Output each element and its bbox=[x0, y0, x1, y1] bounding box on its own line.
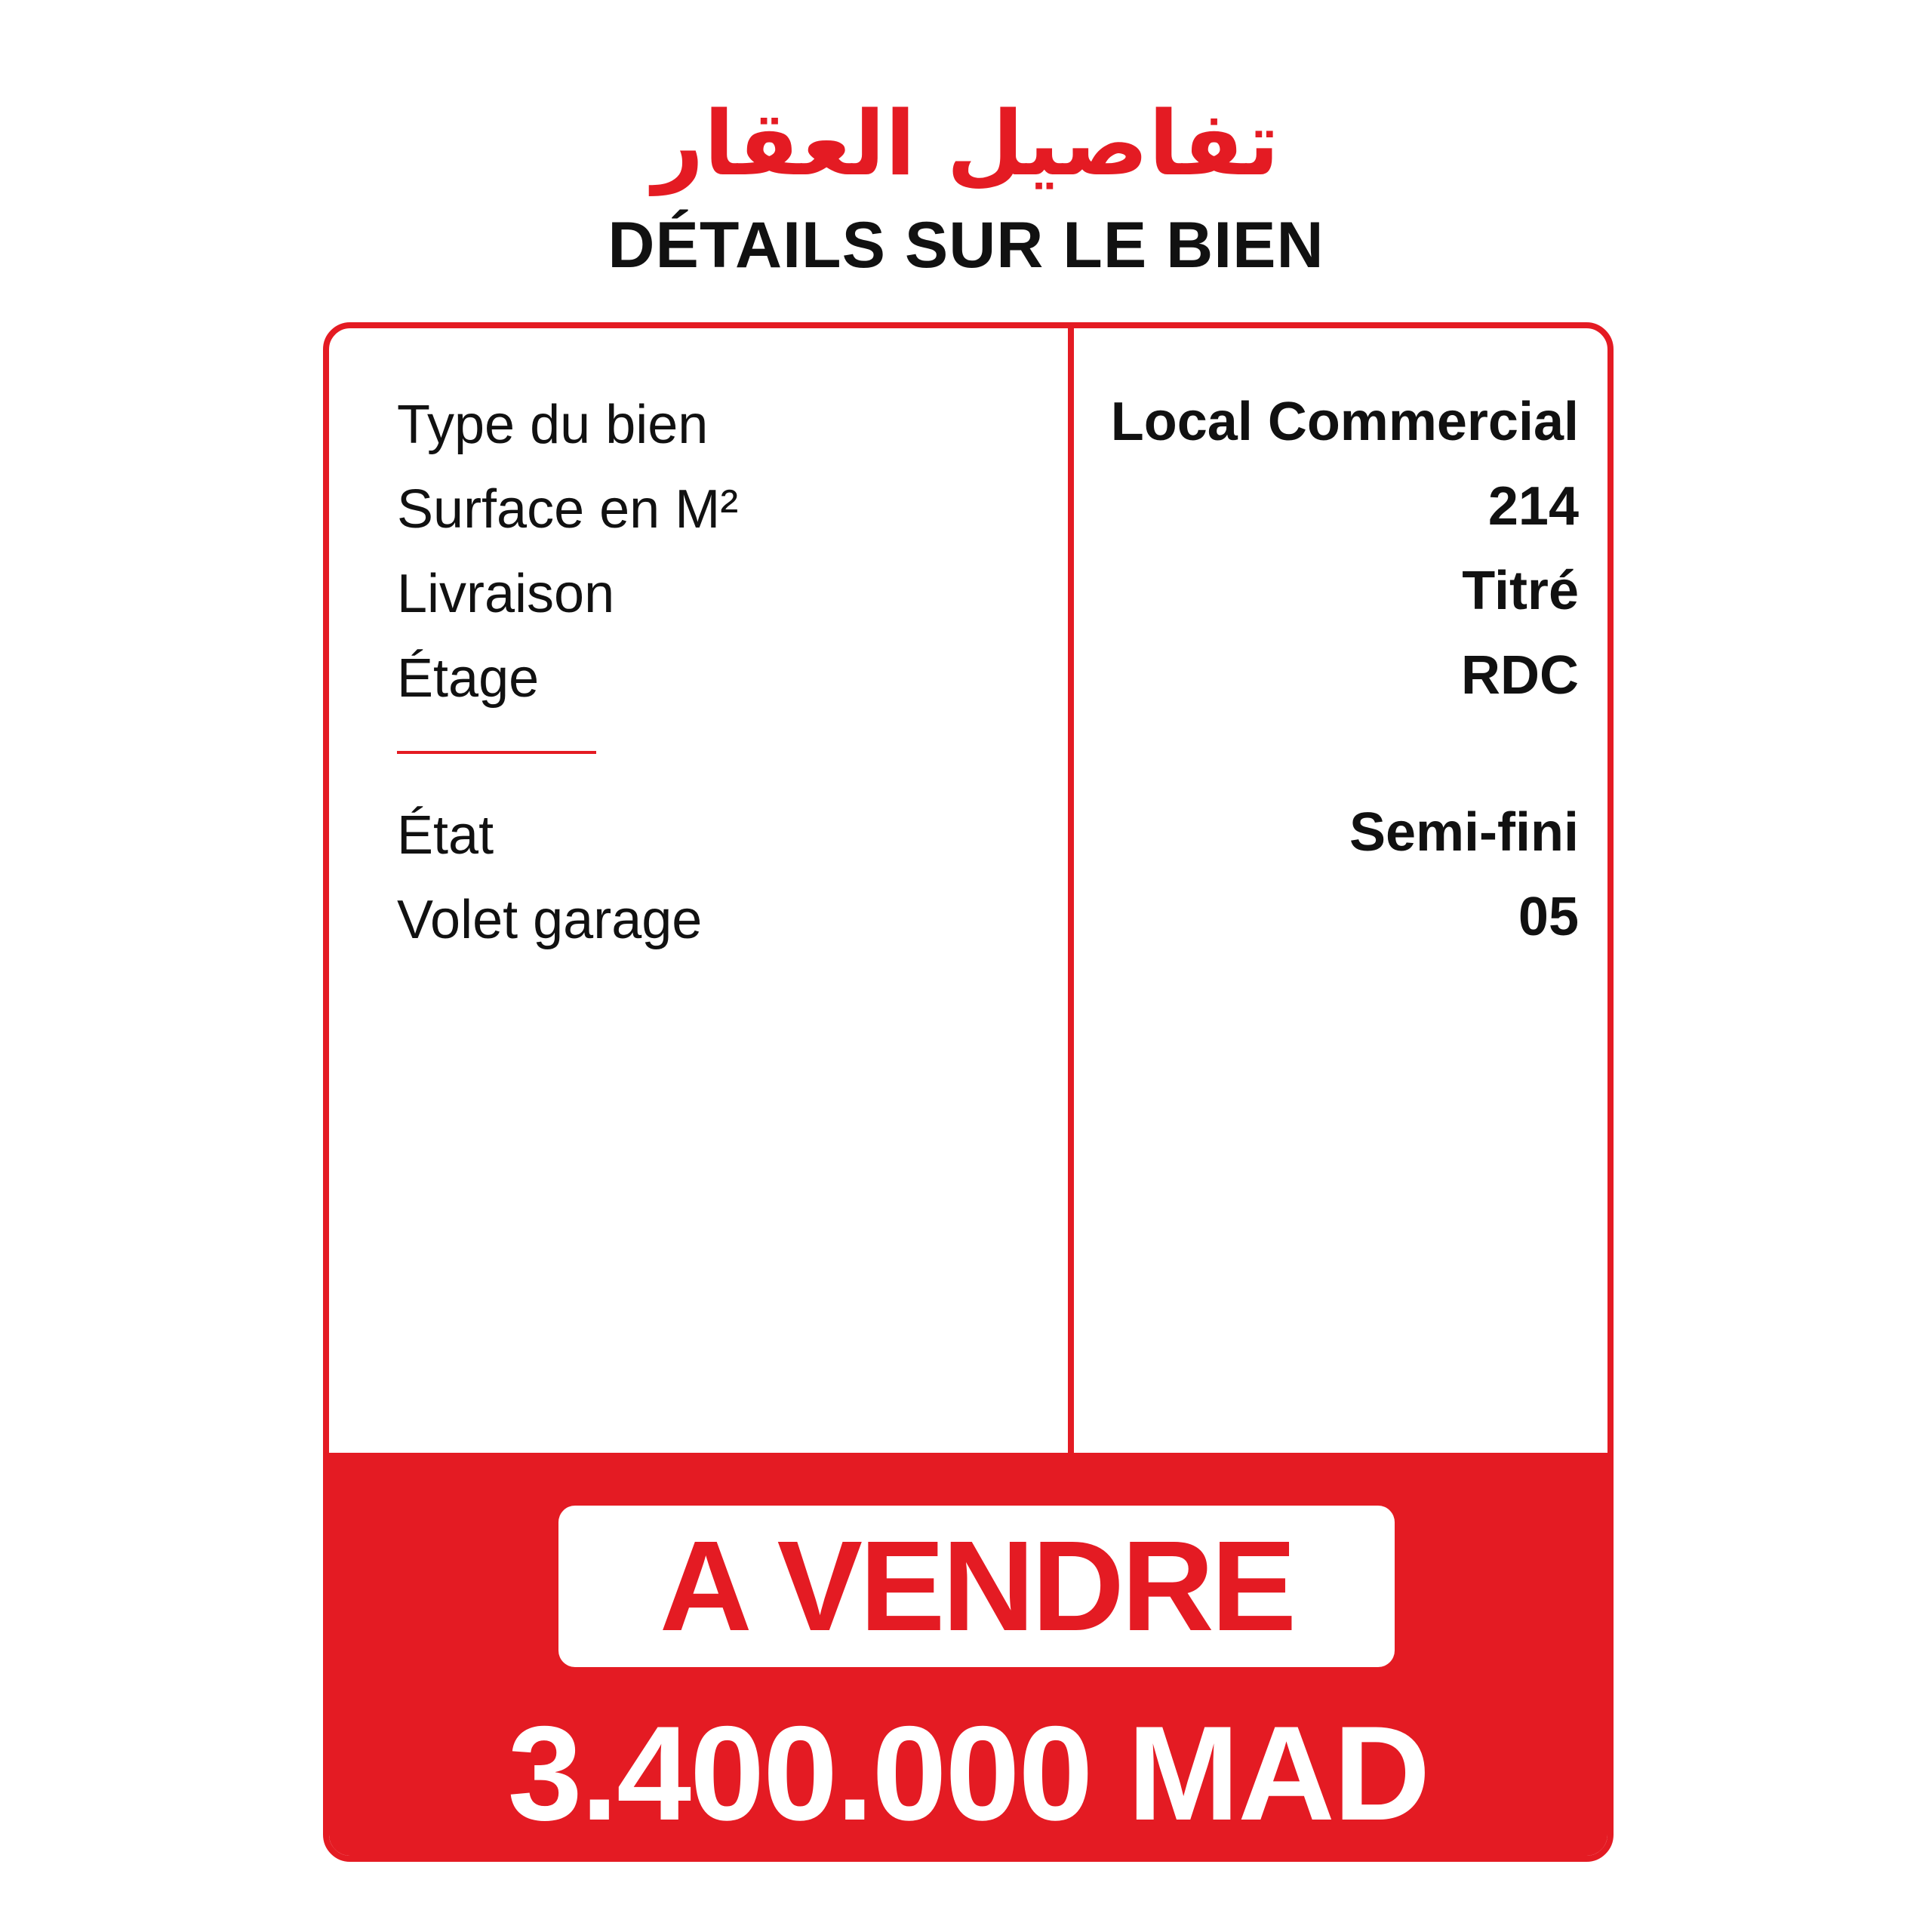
value-surface: 214 bbox=[1487, 476, 1579, 537]
details-values-column bbox=[1091, 380, 1579, 959]
price-amount: 3.400.000 MAD bbox=[507, 1698, 1429, 1848]
value-type-du-bien: Local Commercial bbox=[1110, 392, 1579, 452]
label-livraison: Livraison bbox=[397, 564, 615, 624]
property-details-card bbox=[323, 322, 1614, 1862]
label-etage: Étage bbox=[397, 648, 540, 709]
section-separator bbox=[397, 721, 1046, 793]
value-volet-garage: 05 bbox=[1518, 887, 1579, 947]
details-labels-column bbox=[397, 383, 1046, 962]
for-sale-badge: A VENDRE bbox=[558, 1506, 1395, 1667]
label-volet-garage: Volet garage bbox=[397, 890, 703, 950]
values-spacer bbox=[1091, 718, 1579, 790]
value-etat: Semi-fini bbox=[1349, 802, 1579, 863]
column-divider bbox=[1068, 328, 1074, 1453]
label-type-du-bien: Type du bien bbox=[397, 395, 709, 455]
value-livraison: Titré bbox=[1462, 561, 1579, 621]
value-etage: RDC bbox=[1461, 645, 1579, 706]
label-surface: Surface en M² bbox=[397, 479, 739, 540]
page-title: DÉTAILS SUR LE BIEN bbox=[608, 209, 1324, 281]
label-etat: État bbox=[397, 805, 494, 866]
page-title-arabic: تفاصيل العقار bbox=[652, 91, 1280, 195]
separator-line bbox=[397, 751, 596, 754]
price-band bbox=[329, 1453, 1607, 1862]
